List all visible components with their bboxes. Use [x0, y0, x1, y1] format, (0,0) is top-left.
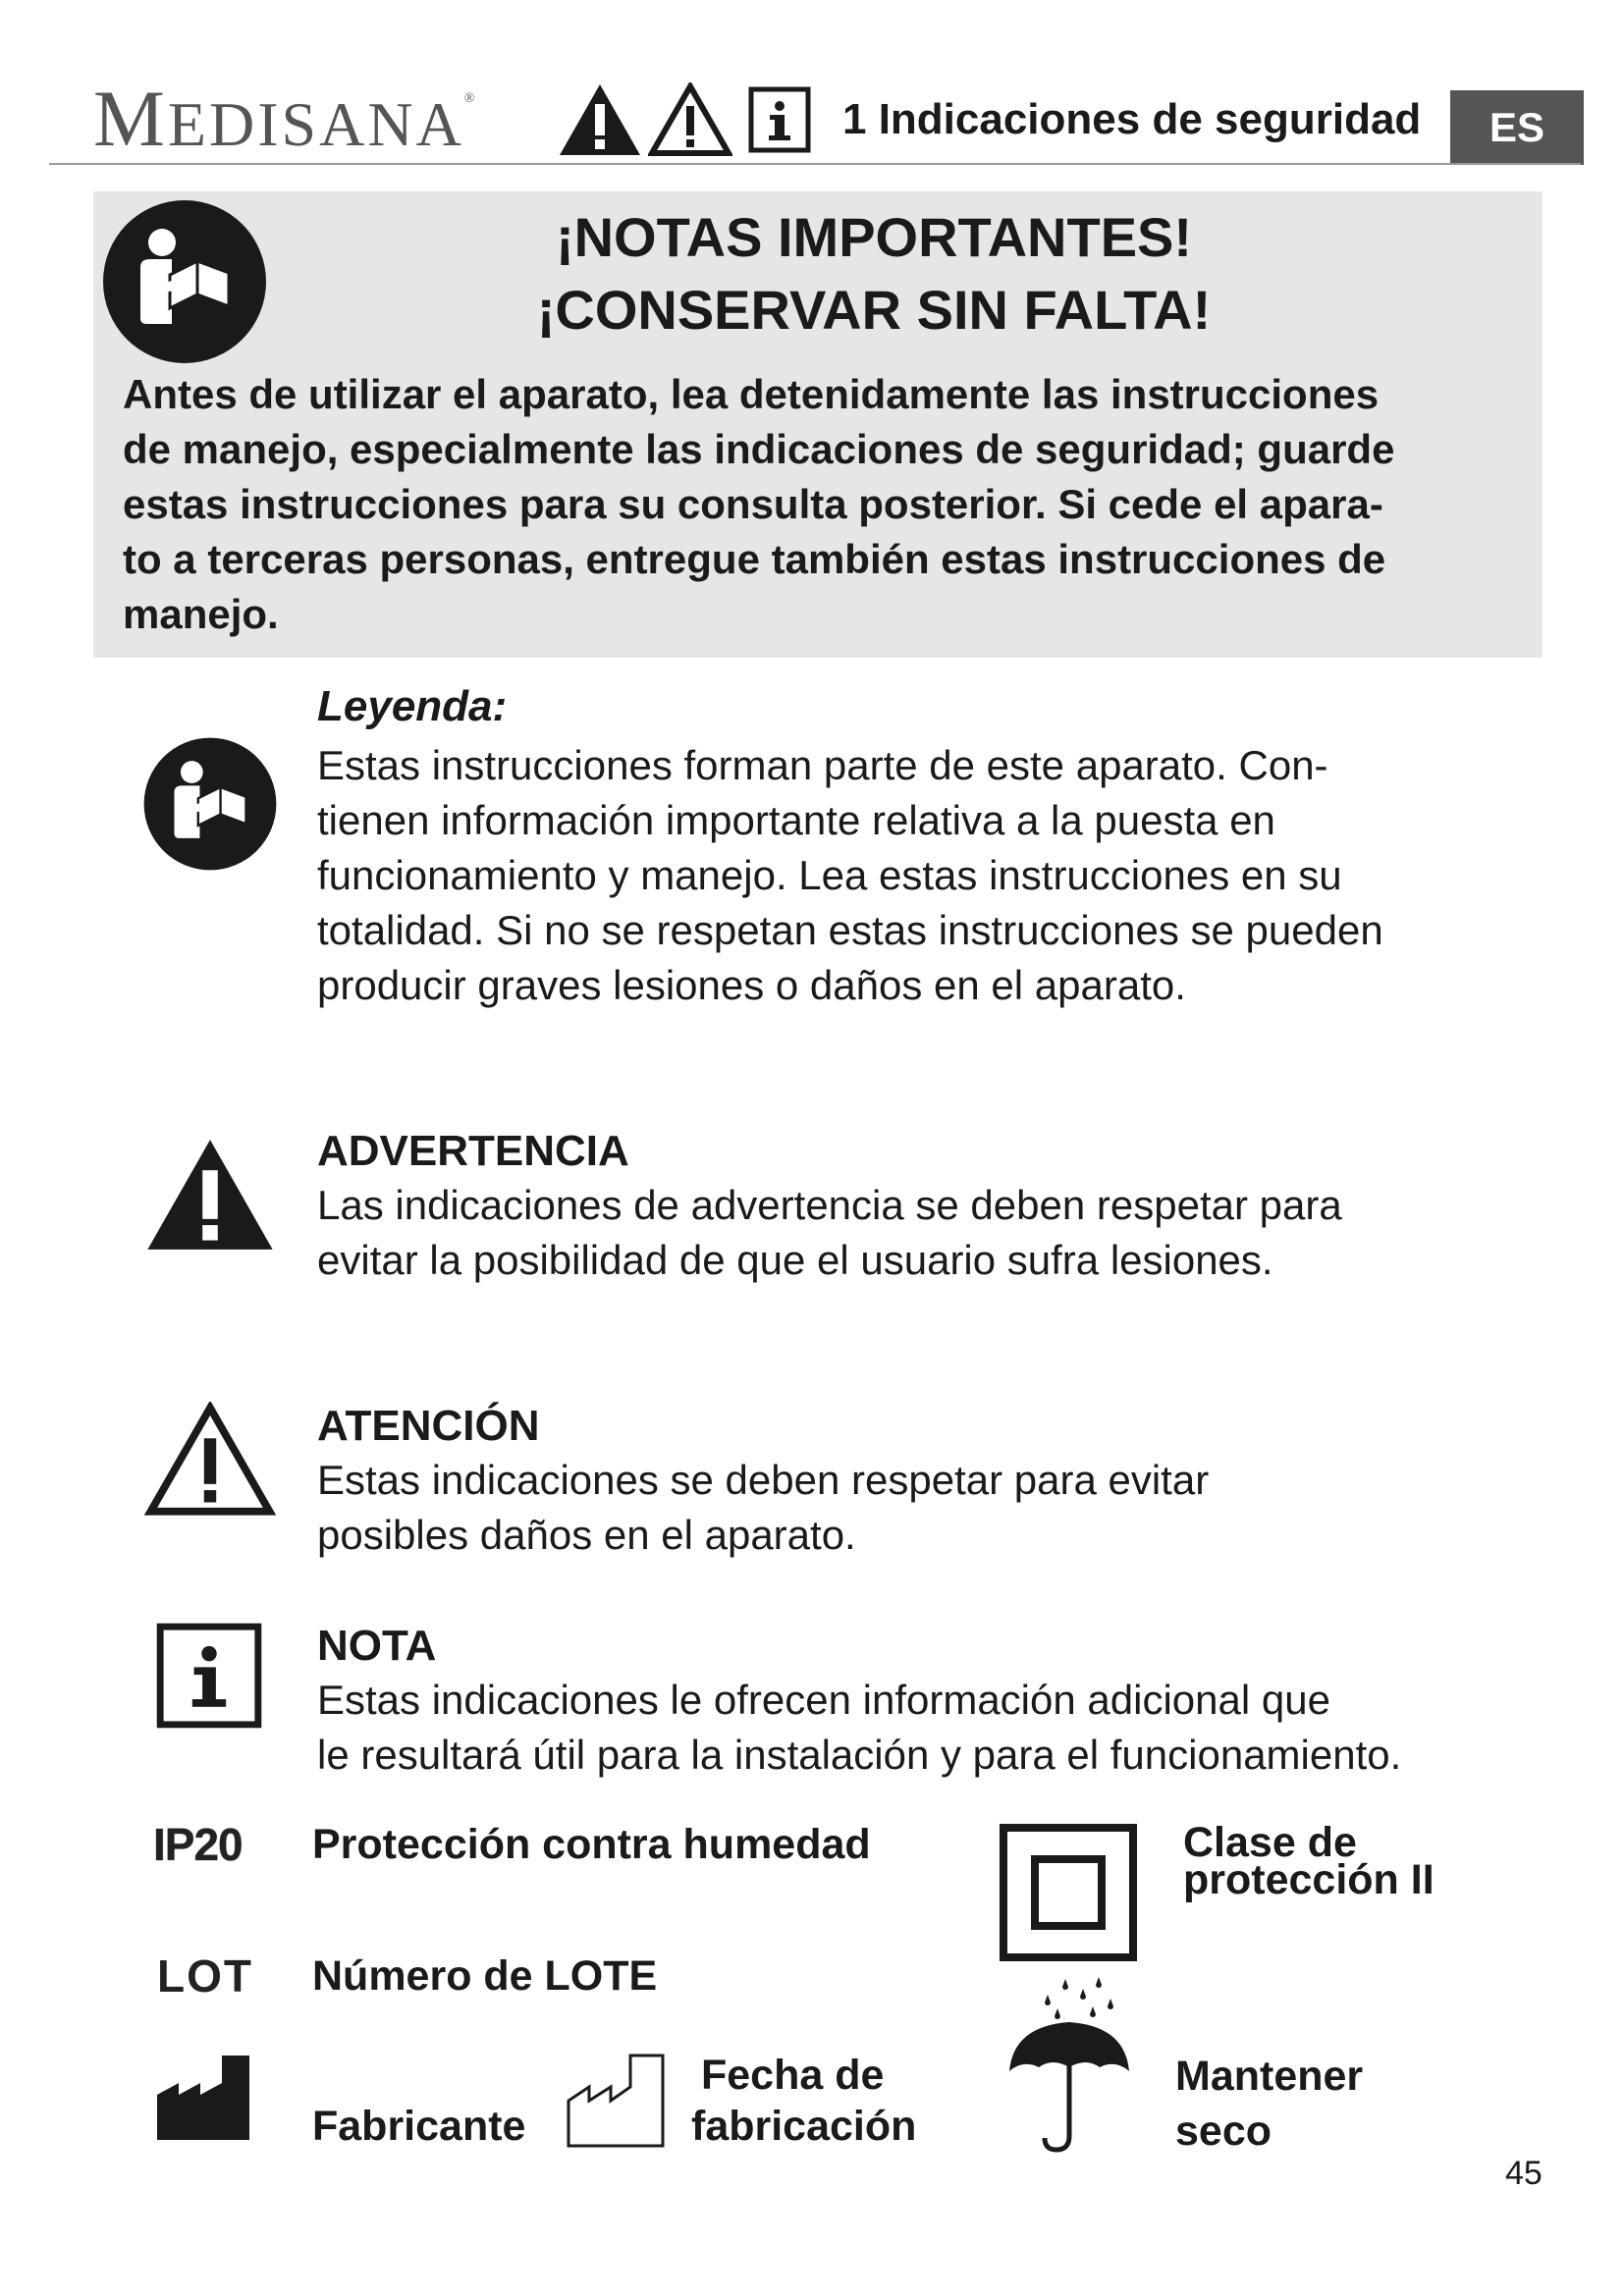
caution-title: ATENCIÓN — [317, 1402, 540, 1450]
notice-body-line: de manejo, especialmente las indicaciones de seguridad; guarde — [123, 426, 1395, 472]
lot-label: Número de LOTE — [312, 1952, 658, 2000]
brand-logo — [93, 74, 478, 163]
manual-line: funcionamiento y manejo. Lea estas instrucciones en su — [317, 852, 1342, 898]
notice-title-line1: ¡NOTAS IMPORTANTES! — [555, 206, 1193, 268]
manual-description — [317, 738, 1535, 1013]
read-manual-icon — [142, 736, 278, 872]
protection-class-label — [1183, 1819, 1435, 1903]
note-title: NOTA — [317, 1622, 437, 1670]
caution-line: Estas indicaciones se deben respetar para evitar — [317, 1457, 1210, 1503]
keep-dry-label — [1175, 2053, 1364, 2155]
notice-body-line: Antes de utilizar el aparato, lea detenidamente las instrucciones — [123, 371, 1380, 417]
protection-class-line: Clase de — [1183, 1819, 1357, 1866]
lot-code: LOT — [157, 1950, 253, 2002]
warning-line: Las indicaciones de advertencia se deben respetar para — [317, 1182, 1342, 1228]
manufacture-date-label — [691, 2052, 966, 2150]
caution-outline-icon — [143, 1402, 277, 1518]
notice-body-line: estas instrucciones para su consulta posterior. Si cede el apara- — [123, 481, 1383, 527]
manual-line: totalidad. Si no se respetan estas instrucciones se pueden — [317, 907, 1383, 953]
notice-title-line2: ¡CONSERVAR SIN FALTA! — [536, 279, 1212, 341]
legend-heading: Leyenda: — [317, 682, 508, 730]
warning-filled-icon — [143, 1137, 277, 1253]
warning-filled-icon — [558, 82, 642, 157]
note-line: le resultará útil para la instalación y para el funcionamiento. — [317, 1732, 1402, 1778]
notice-body — [123, 367, 1537, 642]
caution-outline-icon — [648, 82, 732, 157]
ip20-code: IP20 — [153, 1819, 243, 1870]
ip20-label: Protección contra humedad — [312, 1821, 871, 1868]
protection-class-ii-icon — [1000, 1824, 1137, 1961]
caution-description — [317, 1453, 1535, 1563]
manufacture-date-line: Fecha de — [701, 2052, 885, 2099]
manufacture-date-icon — [566, 2052, 666, 2148]
protection-class-line: protección II — [1183, 1856, 1435, 1903]
brand-name: MEDISANA — [93, 74, 464, 163]
manual-line: tienen información importante relativa a la puesta en — [317, 797, 1275, 843]
warning-title: ADVERTENCIA — [317, 1127, 629, 1175]
warning-line: evitar la posibilidad de que el usuario sufra lesiones. — [317, 1237, 1273, 1283]
notice-body-line: manejo. — [123, 591, 279, 637]
note-description — [317, 1673, 1535, 1783]
warning-description — [317, 1178, 1535, 1288]
manufacturer-label: Fabricante — [312, 2103, 526, 2150]
info-icon — [155, 1622, 263, 1730]
notice-body-line: to a terceras personas, entregue también estas instrucciones de — [123, 536, 1386, 582]
manual-line: producir graves lesiones o daños en el aparato. — [317, 962, 1186, 1008]
header-divider — [49, 163, 1581, 165]
notice-title — [334, 201, 1414, 347]
keep-dry-line: seco — [1175, 2108, 1272, 2155]
info-icon — [748, 86, 811, 153]
section-title: 1 Indicaciones de seguridad — [842, 95, 1422, 143]
umbrella-icon — [1005, 1973, 1133, 2156]
read-manual-icon — [101, 198, 268, 365]
note-line: Estas indicaciones le ofrecen información adicional que — [317, 1677, 1330, 1723]
manufacturer-icon — [155, 2052, 251, 2142]
manufacture-date-line: fabricación — [691, 2103, 917, 2150]
brand-registered-mark: ® — [463, 91, 478, 106]
manual-line: Estas instrucciones forman parte de este aparato. Con- — [317, 742, 1328, 788]
caution-line: posibles daños en el aparato. — [317, 1512, 856, 1558]
keep-dry-line: Mantener — [1175, 2053, 1364, 2100]
language-tab: ES — [1450, 90, 1584, 165]
page-number: 45 — [1505, 2155, 1543, 2192]
